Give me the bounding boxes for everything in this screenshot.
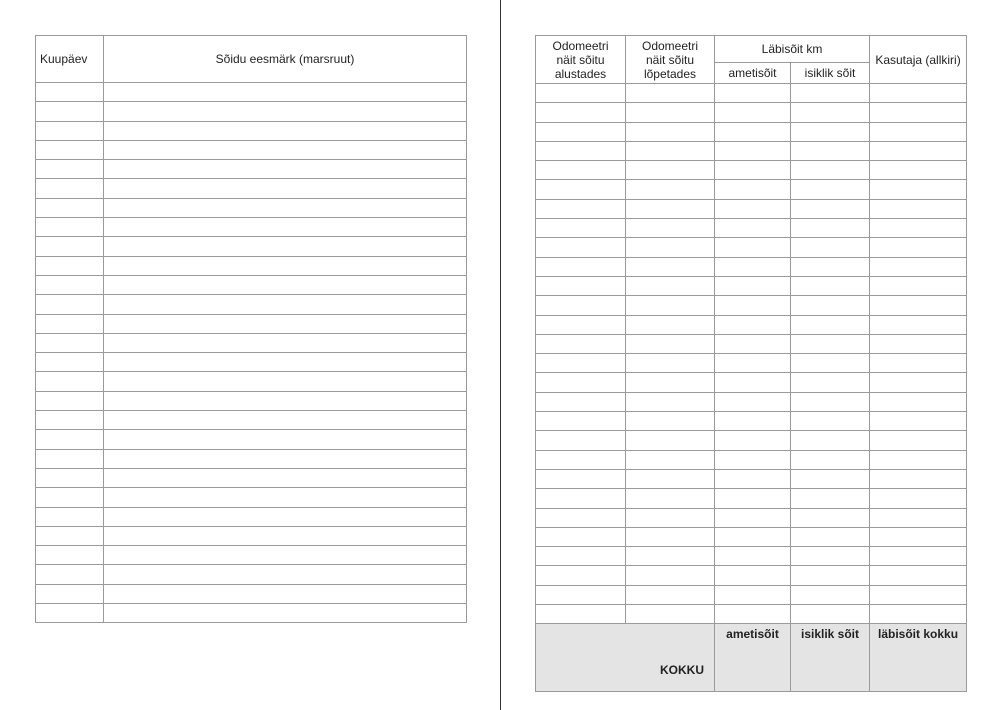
entry-cell[interactable] bbox=[536, 412, 626, 431]
entry-cell[interactable] bbox=[626, 257, 715, 276]
entry-cell[interactable] bbox=[36, 430, 104, 449]
entry-cell[interactable] bbox=[626, 296, 715, 315]
trip-purpose-row bbox=[36, 198, 467, 217]
entry-cell[interactable] bbox=[536, 315, 626, 334]
entry-cell[interactable] bbox=[36, 160, 104, 179]
entry-cell[interactable] bbox=[870, 219, 967, 238]
entry-cell[interactable] bbox=[870, 527, 967, 546]
entry-cell[interactable] bbox=[715, 605, 791, 624]
entry-cell[interactable] bbox=[36, 391, 104, 410]
trip-purpose-row bbox=[36, 391, 467, 410]
totals-distance: läbisõit kokku bbox=[870, 624, 967, 692]
entry-cell[interactable] bbox=[536, 450, 626, 469]
entry-cell[interactable] bbox=[870, 489, 967, 508]
entry-cell[interactable] bbox=[536, 585, 626, 604]
entry-cell[interactable] bbox=[870, 141, 967, 160]
entry-cell[interactable] bbox=[626, 585, 715, 604]
entry-cell[interactable] bbox=[536, 141, 626, 160]
entry-cell[interactable] bbox=[791, 334, 870, 353]
entry-cell[interactable] bbox=[536, 373, 626, 392]
entry-cell[interactable] bbox=[791, 161, 870, 180]
entry-cell[interactable] bbox=[870, 431, 967, 450]
entry-cell[interactable] bbox=[104, 218, 467, 237]
entry-cell[interactable] bbox=[870, 257, 967, 276]
entry-cell[interactable] bbox=[104, 546, 467, 565]
entry-cell[interactable] bbox=[626, 605, 715, 624]
entry-cell[interactable] bbox=[791, 527, 870, 546]
entry-cell[interactable] bbox=[36, 449, 104, 468]
entry-cell[interactable] bbox=[870, 103, 967, 122]
entry-cell[interactable] bbox=[36, 507, 104, 526]
trip-purpose-row bbox=[36, 507, 467, 526]
entry-cell[interactable] bbox=[715, 354, 791, 373]
entry-cell[interactable] bbox=[104, 391, 467, 410]
entry-cell[interactable] bbox=[36, 372, 104, 391]
entry-cell[interactable] bbox=[715, 315, 791, 334]
entry-cell[interactable] bbox=[626, 431, 715, 450]
odometer-row bbox=[536, 180, 967, 199]
totals-label: KOKKU bbox=[536, 624, 715, 692]
trip-purpose-row bbox=[36, 468, 467, 487]
entry-cell[interactable] bbox=[36, 604, 104, 623]
entry-cell[interactable] bbox=[536, 527, 626, 546]
trip-purpose-row bbox=[36, 121, 467, 140]
entry-cell[interactable] bbox=[536, 547, 626, 566]
entry-cell[interactable] bbox=[36, 102, 104, 121]
odometer-row bbox=[536, 257, 967, 276]
entry-cell[interactable] bbox=[715, 547, 791, 566]
trip-purpose-row bbox=[36, 584, 467, 603]
odometer-row bbox=[536, 315, 967, 334]
entry-cell[interactable] bbox=[104, 468, 467, 487]
entry-cell[interactable] bbox=[870, 161, 967, 180]
trip-purpose-row bbox=[36, 237, 467, 256]
entry-cell[interactable] bbox=[104, 179, 467, 198]
entry-cell[interactable] bbox=[626, 469, 715, 488]
entry-cell[interactable] bbox=[104, 488, 467, 507]
entry-cell[interactable] bbox=[715, 334, 791, 353]
entry-cell[interactable] bbox=[791, 315, 870, 334]
entry-cell[interactable] bbox=[626, 122, 715, 141]
entry-cell[interactable] bbox=[870, 334, 967, 353]
entry-cell[interactable] bbox=[36, 275, 104, 294]
odometer-row bbox=[536, 296, 967, 315]
entry-cell[interactable] bbox=[36, 333, 104, 352]
trip-purpose-row bbox=[36, 526, 467, 545]
entry-cell[interactable] bbox=[104, 372, 467, 391]
entry-cell[interactable] bbox=[36, 411, 104, 430]
trip-purpose-row bbox=[36, 411, 467, 430]
odometer-row bbox=[536, 219, 967, 238]
entry-cell[interactable] bbox=[715, 141, 791, 160]
entry-cell[interactable] bbox=[870, 84, 967, 103]
trip-purpose-row bbox=[36, 140, 467, 159]
entry-cell[interactable] bbox=[791, 585, 870, 604]
purpose-header: Sõidu eesmärk (marsruut) bbox=[104, 36, 467, 83]
entry-cell[interactable] bbox=[626, 238, 715, 257]
odometer-row bbox=[536, 605, 967, 624]
entry-cell[interactable] bbox=[536, 489, 626, 508]
entry-cell[interactable] bbox=[870, 238, 967, 257]
entry-cell[interactable] bbox=[791, 354, 870, 373]
entry-cell[interactable] bbox=[715, 161, 791, 180]
entry-cell[interactable] bbox=[715, 199, 791, 218]
entry-cell[interactable] bbox=[536, 431, 626, 450]
trip-purpose-row bbox=[36, 218, 467, 237]
entry-cell[interactable] bbox=[626, 508, 715, 527]
entry-cell[interactable] bbox=[104, 140, 467, 159]
entry-cell[interactable] bbox=[36, 83, 104, 102]
odometer-row bbox=[536, 161, 967, 180]
entry-cell[interactable] bbox=[536, 84, 626, 103]
entry-cell[interactable] bbox=[104, 83, 467, 102]
entry-cell[interactable] bbox=[626, 199, 715, 218]
entry-cell[interactable] bbox=[870, 315, 967, 334]
entry-cell[interactable] bbox=[36, 218, 104, 237]
odometer-row bbox=[536, 141, 967, 160]
trip-purpose-row bbox=[36, 353, 467, 372]
entry-cell[interactable] bbox=[626, 103, 715, 122]
entry-cell[interactable] bbox=[870, 296, 967, 315]
entry-cell[interactable] bbox=[791, 547, 870, 566]
entry-cell[interactable] bbox=[104, 198, 467, 217]
entry-cell[interactable] bbox=[715, 122, 791, 141]
entry-cell[interactable] bbox=[715, 412, 791, 431]
entry-cell[interactable] bbox=[36, 546, 104, 565]
entry-cell[interactable] bbox=[715, 103, 791, 122]
entry-cell[interactable] bbox=[870, 199, 967, 218]
entry-cell[interactable] bbox=[36, 237, 104, 256]
entry-cell[interactable] bbox=[791, 84, 870, 103]
entry-cell[interactable] bbox=[791, 489, 870, 508]
entry-cell[interactable] bbox=[715, 392, 791, 411]
odometer-row bbox=[536, 276, 967, 295]
entry-cell[interactable] bbox=[715, 450, 791, 469]
entry-cell[interactable] bbox=[36, 353, 104, 372]
entry-cell[interactable] bbox=[104, 102, 467, 121]
entry-cell[interactable] bbox=[715, 219, 791, 238]
entry-cell[interactable] bbox=[715, 527, 791, 546]
entry-cell[interactable] bbox=[104, 430, 467, 449]
odometer-end-header: Odomeetri näit sõitu lõpetades bbox=[626, 36, 715, 84]
odometer-row bbox=[536, 354, 967, 373]
trip-purpose-row bbox=[36, 83, 467, 102]
entry-cell[interactable] bbox=[36, 140, 104, 159]
trip-purpose-row bbox=[36, 160, 467, 179]
entry-cell[interactable] bbox=[870, 122, 967, 141]
entry-cell[interactable] bbox=[715, 373, 791, 392]
entry-cell[interactable] bbox=[626, 315, 715, 334]
odometer-row bbox=[536, 547, 967, 566]
trip-purpose-row bbox=[36, 275, 467, 294]
entry-cell[interactable] bbox=[536, 354, 626, 373]
entry-cell[interactable] bbox=[870, 276, 967, 295]
entry-cell[interactable] bbox=[536, 296, 626, 315]
entry-cell[interactable] bbox=[104, 275, 467, 294]
entry-cell[interactable] bbox=[536, 238, 626, 257]
entry-cell[interactable] bbox=[715, 257, 791, 276]
entry-cell[interactable] bbox=[36, 468, 104, 487]
entry-cell[interactable] bbox=[36, 179, 104, 198]
odometer-row bbox=[536, 412, 967, 431]
entry-cell[interactable] bbox=[626, 392, 715, 411]
entry-cell[interactable] bbox=[791, 276, 870, 295]
entry-cell[interactable] bbox=[791, 605, 870, 624]
odometer-row bbox=[536, 585, 967, 604]
entry-cell[interactable] bbox=[36, 565, 104, 584]
entry-cell[interactable] bbox=[104, 314, 467, 333]
odometer-row bbox=[536, 392, 967, 411]
entry-cell[interactable] bbox=[870, 508, 967, 527]
entry-cell[interactable] bbox=[715, 566, 791, 585]
entry-cell[interactable] bbox=[626, 276, 715, 295]
entry-cell[interactable] bbox=[791, 122, 870, 141]
entry-cell[interactable] bbox=[104, 121, 467, 140]
entry-cell[interactable] bbox=[104, 411, 467, 430]
entry-cell[interactable] bbox=[536, 161, 626, 180]
entry-cell[interactable] bbox=[36, 121, 104, 140]
trip-purpose-table bbox=[35, 35, 467, 623]
entry-cell[interactable] bbox=[626, 219, 715, 238]
entry-cell[interactable] bbox=[104, 353, 467, 372]
entry-cell[interactable] bbox=[536, 180, 626, 199]
odometer-row bbox=[536, 527, 967, 546]
entry-cell[interactable] bbox=[626, 161, 715, 180]
entry-cell[interactable] bbox=[104, 604, 467, 623]
entry-cell[interactable] bbox=[715, 585, 791, 604]
entry-cell[interactable] bbox=[36, 584, 104, 603]
odometer-row bbox=[536, 334, 967, 353]
trip-purpose-row bbox=[36, 488, 467, 507]
entry-cell[interactable] bbox=[870, 354, 967, 373]
entry-cell[interactable] bbox=[36, 526, 104, 545]
distance-group-header: Läbisõit km bbox=[715, 36, 870, 63]
odometer-row bbox=[536, 431, 967, 450]
entry-cell[interactable] bbox=[104, 526, 467, 545]
trip-purpose-row bbox=[36, 372, 467, 391]
entry-cell[interactable] bbox=[104, 449, 467, 468]
entry-cell[interactable] bbox=[870, 585, 967, 604]
trip-purpose-row bbox=[36, 449, 467, 468]
trip-purpose-row bbox=[36, 430, 467, 449]
entry-cell[interactable] bbox=[536, 276, 626, 295]
trip-purpose-row bbox=[36, 314, 467, 333]
trip-purpose-row bbox=[36, 102, 467, 121]
entry-cell[interactable] bbox=[536, 257, 626, 276]
entry-cell[interactable] bbox=[626, 412, 715, 431]
entry-cell[interactable] bbox=[104, 333, 467, 352]
trip-purpose-row bbox=[36, 546, 467, 565]
entry-cell[interactable] bbox=[536, 122, 626, 141]
odometer-row bbox=[536, 199, 967, 218]
odometer-row bbox=[536, 103, 967, 122]
entry-cell[interactable] bbox=[715, 180, 791, 199]
entry-cell[interactable] bbox=[791, 296, 870, 315]
entry-cell[interactable] bbox=[36, 256, 104, 275]
personal-trip-header: isiklik sõit bbox=[791, 63, 870, 84]
entry-cell[interactable] bbox=[715, 84, 791, 103]
entry-cell[interactable] bbox=[870, 605, 967, 624]
entry-cell[interactable] bbox=[626, 547, 715, 566]
entry-cell[interactable] bbox=[104, 237, 467, 256]
entry-cell[interactable] bbox=[791, 141, 870, 160]
entry-cell[interactable] bbox=[791, 238, 870, 257]
entry-cell[interactable] bbox=[104, 584, 467, 603]
entry-cell[interactable] bbox=[791, 566, 870, 585]
entry-cell[interactable] bbox=[870, 450, 967, 469]
odometer-row bbox=[536, 469, 967, 488]
official-trip-header: ametisõit bbox=[715, 63, 791, 84]
entry-cell[interactable] bbox=[536, 566, 626, 585]
entry-cell[interactable] bbox=[626, 373, 715, 392]
entry-cell[interactable] bbox=[104, 256, 467, 275]
entry-cell[interactable] bbox=[626, 354, 715, 373]
odometer-row bbox=[536, 508, 967, 527]
entry-cell[interactable] bbox=[870, 373, 967, 392]
trip-purpose-row bbox=[36, 333, 467, 352]
entry-cell[interactable] bbox=[536, 469, 626, 488]
entry-cell[interactable] bbox=[36, 488, 104, 507]
entry-cell[interactable] bbox=[870, 412, 967, 431]
odometer-start-header: Odomeetri näit sõitu alustades bbox=[536, 36, 626, 84]
entry-cell[interactable] bbox=[791, 257, 870, 276]
entry-cell[interactable] bbox=[715, 489, 791, 508]
entry-cell[interactable] bbox=[791, 219, 870, 238]
entry-cell[interactable] bbox=[536, 103, 626, 122]
trip-purpose-row bbox=[36, 565, 467, 584]
page-spine bbox=[500, 0, 501, 710]
entry-cell[interactable] bbox=[791, 508, 870, 527]
totals-personal: isiklik sõit bbox=[791, 624, 870, 692]
entry-cell[interactable] bbox=[626, 334, 715, 353]
entry-cell[interactable] bbox=[626, 450, 715, 469]
totals-official: ametisõit bbox=[715, 624, 791, 692]
entry-cell[interactable] bbox=[536, 334, 626, 353]
entry-cell[interactable] bbox=[536, 508, 626, 527]
entry-cell[interactable] bbox=[536, 219, 626, 238]
trip-purpose-row bbox=[36, 256, 467, 275]
entry-cell[interactable] bbox=[791, 373, 870, 392]
odometer-row bbox=[536, 373, 967, 392]
entry-cell[interactable] bbox=[36, 198, 104, 217]
entry-cell[interactable] bbox=[791, 412, 870, 431]
odometer-row bbox=[536, 238, 967, 257]
entry-cell[interactable] bbox=[791, 199, 870, 218]
odometer-row bbox=[536, 566, 967, 585]
entry-cell[interactable] bbox=[870, 547, 967, 566]
entry-cell[interactable] bbox=[626, 84, 715, 103]
entry-cell[interactable] bbox=[791, 469, 870, 488]
entry-cell[interactable] bbox=[36, 314, 104, 333]
entry-cell[interactable] bbox=[715, 508, 791, 527]
entry-cell[interactable] bbox=[626, 180, 715, 199]
entry-cell[interactable] bbox=[104, 295, 467, 314]
entry-cell[interactable] bbox=[36, 295, 104, 314]
entry-cell[interactable] bbox=[715, 431, 791, 450]
odometer-row bbox=[536, 122, 967, 141]
entry-cell[interactable] bbox=[870, 469, 967, 488]
entry-cell[interactable] bbox=[791, 450, 870, 469]
odometer-row bbox=[536, 450, 967, 469]
entry-cell[interactable] bbox=[626, 489, 715, 508]
entry-cell[interactable] bbox=[104, 565, 467, 584]
entry-cell[interactable] bbox=[104, 160, 467, 179]
entry-cell[interactable] bbox=[791, 103, 870, 122]
trip-purpose-row bbox=[36, 604, 467, 623]
entry-cell[interactable] bbox=[626, 566, 715, 585]
user-signature-header: Kasutaja (allkiri) bbox=[870, 36, 967, 84]
entry-cell[interactable] bbox=[715, 238, 791, 257]
entry-cell[interactable] bbox=[791, 180, 870, 199]
trip-purpose-row bbox=[36, 179, 467, 198]
entry-cell[interactable] bbox=[870, 180, 967, 199]
odometer-row bbox=[536, 84, 967, 103]
entry-cell[interactable] bbox=[715, 276, 791, 295]
entry-cell[interactable] bbox=[870, 392, 967, 411]
trip-purpose-row bbox=[36, 295, 467, 314]
odometer-row bbox=[536, 489, 967, 508]
entry-cell[interactable] bbox=[104, 507, 467, 526]
odometer-table bbox=[535, 35, 967, 692]
entry-cell[interactable] bbox=[626, 141, 715, 160]
entry-cell[interactable] bbox=[715, 296, 791, 315]
entry-cell[interactable] bbox=[715, 469, 791, 488]
entry-cell[interactable] bbox=[536, 199, 626, 218]
entry-cell[interactable] bbox=[870, 566, 967, 585]
entry-cell[interactable] bbox=[791, 392, 870, 411]
entry-cell[interactable] bbox=[626, 527, 715, 546]
entry-cell[interactable] bbox=[791, 431, 870, 450]
date-header: Kuupäev bbox=[36, 36, 104, 83]
entry-cell[interactable] bbox=[536, 605, 626, 624]
entry-cell[interactable] bbox=[536, 392, 626, 411]
